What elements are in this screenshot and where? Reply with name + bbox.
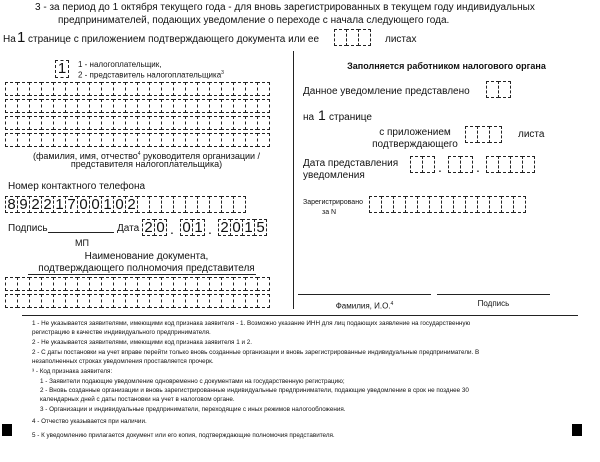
header-line-2: предпринимателей, подающих уведомление о переходе с начала следующего года. xyxy=(58,15,450,26)
pages-suffix: листах xyxy=(385,34,417,45)
phone-digit-cell[interactable]: 7 xyxy=(65,196,78,213)
date-year-cell[interactable]: 0 xyxy=(230,219,243,236)
doc-caption-1: Наименование документа, xyxy=(84,251,209,262)
registration-number-cells[interactable] xyxy=(369,196,525,213)
attachment-sheets-cells[interactable] xyxy=(465,126,501,143)
footnote-line: незаполненных строках уведомления проставляется прочерк. xyxy=(32,358,214,365)
submitted-year-cells[interactable] xyxy=(486,156,534,173)
attachment-label-2: подтверждающего xyxy=(372,139,458,150)
doc-caption-underline xyxy=(28,274,256,275)
phone-digit-cell[interactable]: 9 xyxy=(17,196,30,213)
phone-digit-cell[interactable]: 1 xyxy=(53,196,66,213)
applicant-option-1: 1 - налогоплательщик, xyxy=(78,60,162,69)
phone-digit-cell[interactable] xyxy=(233,196,246,213)
footnote-line: ³ - Код признака заявителя: xyxy=(32,368,113,375)
footnote-line: регистрацию в качестве индивидуального предпринимателя. xyxy=(32,329,211,336)
tax-office-title: Заполняется работником налогового органа xyxy=(347,61,546,71)
footnote-line: 2 - С даты постановки на учет вправе перейти только вновь созданные организации и вновь зарегистрированные индивидуальные предприниматели. В xyxy=(32,349,480,356)
date-label: Дата xyxy=(117,223,140,234)
attachment-pages-cell[interactable] xyxy=(358,29,371,46)
footnote-line: 5 - К уведомлению прилагается документ или его копия, подтверждающие полномочия представителя. xyxy=(32,432,335,439)
date-day-cells[interactable] xyxy=(142,219,166,236)
footnote-line: 3 - Организации и индивидуальные предприниматели, переходящие с иных режимов налогообложения. xyxy=(40,406,346,413)
submitted-label: Данное уведомление представлено xyxy=(303,86,470,97)
attachment-pages-cells[interactable] xyxy=(334,29,370,46)
date-submitted-label-2: уведомления xyxy=(303,170,365,181)
footnote-line: календарных дней с даты постановки на учет в налоговом органе. xyxy=(40,396,235,403)
name-row-4[interactable] xyxy=(5,133,269,147)
alignment-marker-right xyxy=(572,424,582,436)
date-month-cell[interactable]: 0 xyxy=(180,219,193,236)
alignment-marker-left xyxy=(2,424,12,436)
doc-row-1[interactable] xyxy=(5,277,269,291)
header-line-1: 3 - за период до 1 октября текущего года - для вновь зарегистрированных в текущем году индивидуальных xyxy=(35,2,535,13)
fio-line xyxy=(298,294,431,295)
date-day-cell[interactable]: 0 xyxy=(154,219,167,236)
applicant-option-2: 2 - представитель налогоплательщика$^3$ xyxy=(78,70,224,80)
phone-digit-cell[interactable]: 2 xyxy=(29,196,42,213)
phone-digit-cell[interactable]: 0 xyxy=(89,196,102,213)
office-sign-label: Подпись xyxy=(477,299,510,308)
pages-middle-text: странице с приложением подтверждающего документа или ее xyxy=(28,34,320,45)
date-separator: . xyxy=(476,159,480,175)
stamp-label: МП xyxy=(75,238,89,248)
phone-digit-cell[interactable]: 8 xyxy=(5,196,18,213)
date-separator: . xyxy=(170,221,174,237)
date-month-cells[interactable] xyxy=(180,219,204,236)
submitted-day-cells[interactable] xyxy=(410,156,434,173)
footnote-line: 4 - Отчество указывается при наличии. xyxy=(32,418,147,425)
submitted-code-cells[interactable] xyxy=(486,81,510,98)
phone-digit-cell[interactable]: 2 xyxy=(41,196,54,213)
name-row-2[interactable] xyxy=(5,99,269,113)
submitted-month-cells[interactable] xyxy=(448,156,472,173)
date-year-cell[interactable]: 1 xyxy=(242,219,255,236)
name-caption-1: (фамилия, имя, отчество$^4$ руководителя организации / xyxy=(32,151,261,161)
name-row-1[interactable] xyxy=(5,82,269,96)
signature-label: Подпись xyxy=(8,223,48,234)
date-year-cells[interactable] xyxy=(218,219,266,236)
attachment-suffix: листа xyxy=(518,129,545,140)
phone-cells[interactable] xyxy=(5,196,245,213)
footnote-line: 2 - Не указывается заявителями, имеющими код признака заявителя 1 и 2. xyxy=(32,339,252,346)
registered-label-1: Зарегистрировано xyxy=(303,199,363,206)
footnotes-separator xyxy=(22,315,578,316)
date-separator: . xyxy=(438,159,442,175)
date-year-cell[interactable]: 5 xyxy=(254,219,267,236)
phone-digit-cell[interactable]: 1 xyxy=(101,196,114,213)
name-row-3[interactable] xyxy=(5,116,269,130)
column-divider xyxy=(293,51,294,309)
signature-line xyxy=(48,232,114,233)
on-number: 1 xyxy=(318,107,326,123)
fio-label: Фамилия, И.О.$^4$ xyxy=(335,301,394,311)
doc-row-2[interactable] xyxy=(5,294,269,308)
date-year-cell[interactable]: 2 xyxy=(218,219,231,236)
pages-number: 1 xyxy=(17,29,26,46)
phone-digit-cell[interactable]: 2 xyxy=(125,196,138,213)
phone-label: Номер контактного телефона xyxy=(8,181,146,192)
footnote-line: 1 - Не указывается заявителями, имеющими код признака заявителя - 1. Возможно указание ИНН для лиц подающих заявление на государственную xyxy=(32,320,471,327)
applicant-sign-cell[interactable]: 1 xyxy=(55,60,69,78)
name-caption-2: представителя налогоплательщика) xyxy=(70,159,223,169)
phone-digit-cell[interactable]: 0 xyxy=(113,196,126,213)
attachment-label-1: с приложением xyxy=(379,127,451,138)
registered-label-2: за N xyxy=(322,209,337,216)
doc-caption-2: подтверждающего полномочия представителя xyxy=(38,263,255,274)
date-separator: . xyxy=(208,221,212,237)
on-suffix: странице xyxy=(329,112,372,123)
phone-digit-cell[interactable]: 0 xyxy=(77,196,90,213)
footnote-line: 2 - Вновь созданные организации и вновь зарегистрированные индивидуальные предприниматели, подающие уведомление в срок не позднее 30 xyxy=(40,387,469,394)
date-day-cell[interactable]: 2 xyxy=(142,219,155,236)
sign-line xyxy=(437,294,550,295)
pages-prefix: На xyxy=(3,34,16,45)
date-submitted-label-1: Дата представления xyxy=(303,158,399,169)
date-month-cell[interactable]: 1 xyxy=(192,219,205,236)
footnote-line: 1 - Заявители подающие уведомление одновременно с документами на государственную регистрацию; xyxy=(40,378,345,385)
on-prefix: на xyxy=(303,112,315,123)
